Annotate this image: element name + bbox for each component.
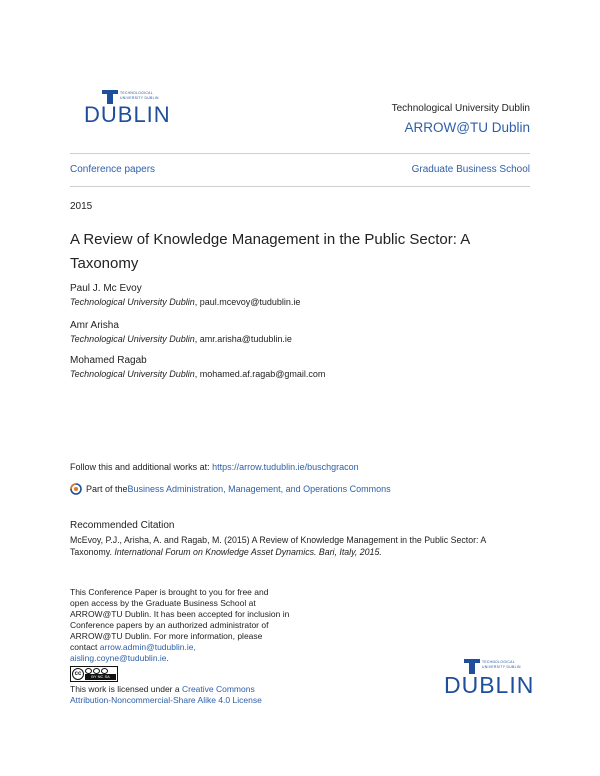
citation-body xyxy=(70,534,540,558)
notice-line: This Conference Paper is brought to you for free and xyxy=(70,587,269,597)
logo-wordmark: DUBLIN xyxy=(84,102,171,127)
author-affiliation: Technological University Dublin xyxy=(70,369,195,379)
notice-line: ARROW@TU Dublin. It has been accepted for inclusion in xyxy=(70,609,290,619)
author-affiliation: Technological University Dublin xyxy=(70,334,195,344)
access-notice xyxy=(70,587,320,664)
contact-email-2[interactable]: aisling.coyne@tudublin.ie xyxy=(70,653,167,663)
graduate-business-school-link[interactable]: Graduate Business School xyxy=(411,164,530,175)
author-affiliation-line xyxy=(70,297,300,307)
author-affiliation-line xyxy=(70,369,325,379)
license-type-link[interactable]: Attribution-Noncommercial-Share Alike 4.0 License xyxy=(70,695,262,705)
logo-small-text-1: TECHNOLOGICAL xyxy=(120,91,153,95)
author-2 xyxy=(70,320,292,344)
author-name: Paul J. Mc Evoy xyxy=(70,283,142,294)
follow-line xyxy=(70,462,359,472)
license-text-plain: This work is licensed under a xyxy=(70,684,182,694)
notice-line: ARROW@TU Dublin. For more information, please xyxy=(70,631,263,641)
paper-title xyxy=(70,228,540,276)
cc-icon: cc xyxy=(72,668,84,680)
citation-italic: International Forum on Knowledge Asset Dynamics. Bari, Italy, 2015. xyxy=(114,547,382,557)
logo-small-text-2: UNIVERSITY DUBLIN xyxy=(120,96,159,100)
author-email: , paul.mcevoy@tudublin.ie xyxy=(194,297,301,307)
author-3 xyxy=(70,355,325,379)
citation-line-1: McEvoy, P.J., Arisha, A. and Ragab, M. (2015) A Review of Knowledge Management in the Public Sector: A xyxy=(70,535,487,545)
commons-link[interactable]: Business Administration, Management, and Operations Commons xyxy=(127,484,391,494)
contact-email-1[interactable]: arrow.admin@tudublin.ie, xyxy=(99,642,196,652)
repository-link[interactable]: ARROW@TU Dublin xyxy=(404,120,530,135)
citation-line-2 xyxy=(70,546,540,558)
author-1 xyxy=(70,283,300,307)
author-name: Amr Arisha xyxy=(70,320,119,331)
follow-link[interactable]: https://arrow.tudublin.ie/buschgracon xyxy=(212,462,359,472)
logo-small-text-1: TECHNOLOGICAL xyxy=(482,660,515,664)
author-affiliation-line xyxy=(70,334,292,344)
divider-nav xyxy=(70,186,530,187)
notice-contact-line xyxy=(70,642,320,653)
logo-small-text-2: UNIVERSITY DUBLIN xyxy=(482,665,521,669)
author-email: , amr.arisha@tudublin.ie xyxy=(194,334,292,344)
notice-contact-line-2 xyxy=(70,653,320,664)
institution-name: Technological University Dublin xyxy=(391,103,530,114)
network-commons-icon xyxy=(70,483,82,495)
author-name: Mohamed Ragab xyxy=(70,355,147,366)
contact-end: . xyxy=(166,653,169,663)
creative-commons-link[interactable]: Creative Commons xyxy=(181,684,255,694)
paper-title-line-2: Taxonomy xyxy=(70,255,139,272)
tu-dublin-logo[interactable] xyxy=(84,90,171,136)
license-line-1 xyxy=(70,684,370,695)
notice-line: Conference papers by an authorized administrator of xyxy=(70,620,269,630)
author-affiliation: Technological University Dublin xyxy=(70,297,195,307)
citation-plain: Taxonomy. xyxy=(70,547,115,557)
publication-year: 2015 xyxy=(70,201,93,212)
tu-dublin-logo-footer xyxy=(444,659,535,705)
license-line-2 xyxy=(70,695,370,706)
license-text xyxy=(70,684,370,706)
contact-text: contact xyxy=(70,642,100,652)
logo-wordmark: DUBLIN xyxy=(444,672,535,698)
divider-top xyxy=(70,153,530,154)
part-of-text: Part of the xyxy=(86,484,128,494)
follow-text: Follow this and additional works at: xyxy=(70,462,213,472)
paper-title-line-1: A Review of Knowledge Management in the Public Sector: A xyxy=(70,231,471,248)
cc-badge-text: BY NC SA xyxy=(85,674,116,680)
cc-license-badge[interactable] xyxy=(70,666,118,682)
part-of-line xyxy=(70,483,391,495)
notice-line: open access by the Graduate Business School at xyxy=(70,598,256,608)
author-email: , mohamed.af.ragab@gmail.com xyxy=(194,369,326,379)
citation-heading: Recommended Citation xyxy=(70,520,175,531)
conference-papers-link[interactable]: Conference papers xyxy=(70,164,156,175)
